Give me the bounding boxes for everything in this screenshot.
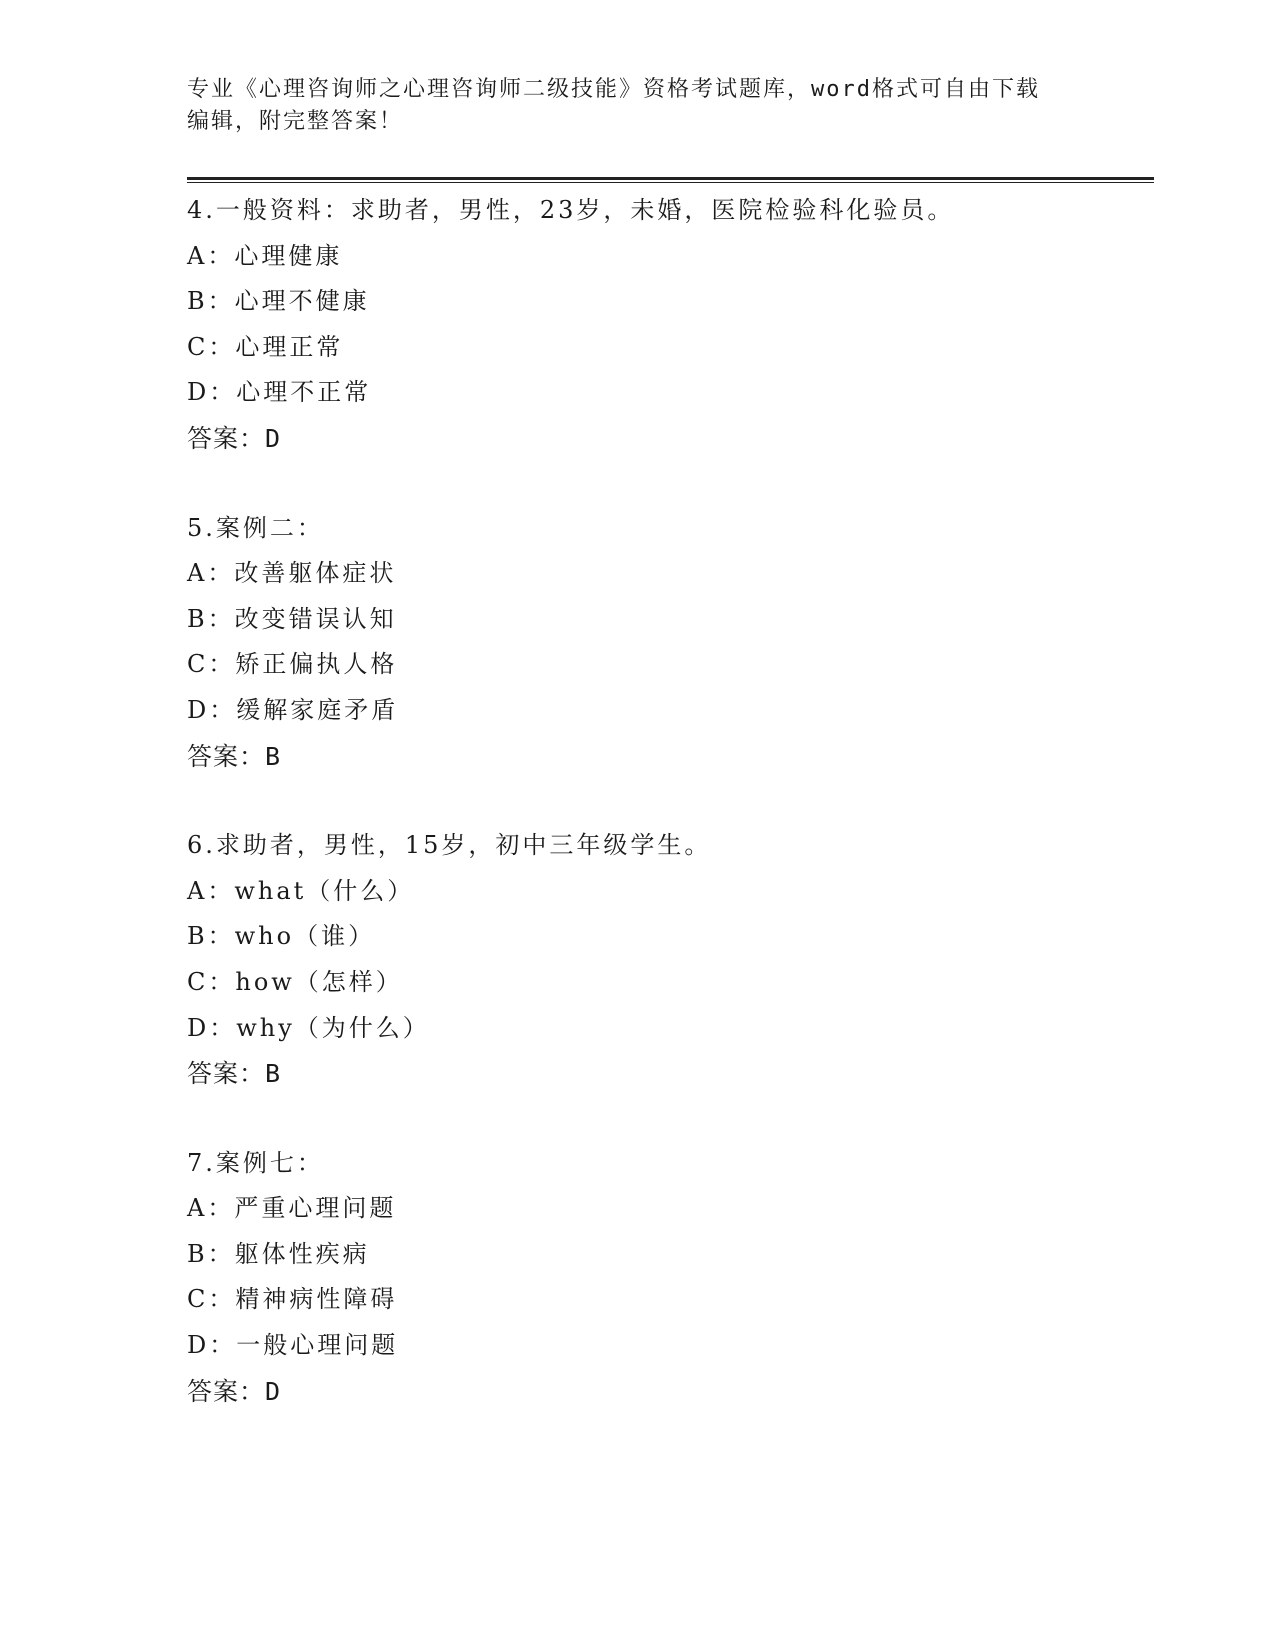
- question-7: [187, 1141, 1154, 1415]
- option-c: C：矫正偏执人格: [187, 650, 398, 679]
- option-a: A：严重心理问题: [187, 1194, 397, 1223]
- option-a: A：what（什么）: [187, 876, 415, 905]
- question-6: [187, 823, 1154, 1097]
- option-b: B：who（谁）: [187, 922, 376, 951]
- header-line-2: 编辑，附完整答案！: [187, 109, 404, 134]
- option-d: D：心理不正常: [187, 378, 372, 407]
- option-d: D：why（为什么）: [187, 1013, 430, 1042]
- header-rule-thick: [187, 177, 1154, 180]
- option-c: C：how（怎样）: [187, 967, 403, 996]
- answer: 答案：D: [187, 423, 282, 453]
- answer: 答案：B: [187, 741, 282, 771]
- question-stem: 4.一般资料：求助者，男性，23岁，未婚，医院检验科化验员。: [187, 196, 955, 224]
- document-header: [187, 74, 1067, 138]
- option-c: C：心理正常: [187, 332, 344, 361]
- question-4: [187, 188, 1154, 462]
- option-a: A：心理健康: [187, 241, 343, 270]
- question-stem: 7.案例七：: [187, 1148, 324, 1177]
- question-5: [187, 506, 1154, 780]
- header-line-1: 专业《心理咨询师之心理咨询师二级技能》资格考试题库，word格式可自由下载: [187, 77, 1040, 102]
- answer: 答案：D: [187, 1376, 282, 1406]
- option-b: B：躯体性疾病: [187, 1239, 370, 1268]
- answer: 答案：B: [187, 1059, 282, 1089]
- option-c: C：精神病性障碍: [187, 1285, 398, 1314]
- option-d: D：缓解家庭矛盾: [187, 695, 399, 724]
- header-rule-thin: [187, 182, 1154, 183]
- option-d: D：一般心理问题: [187, 1331, 399, 1360]
- option-b: B：改变错误认知: [187, 604, 397, 633]
- question-stem: 6.求助者，男性，15岁，初中三年级学生。: [187, 831, 712, 860]
- option-a: A：改善躯体症状: [187, 559, 397, 588]
- question-list: [187, 188, 1154, 1458]
- question-stem: 5.案例二：: [187, 513, 324, 542]
- option-b: B：心理不健康: [187, 287, 370, 316]
